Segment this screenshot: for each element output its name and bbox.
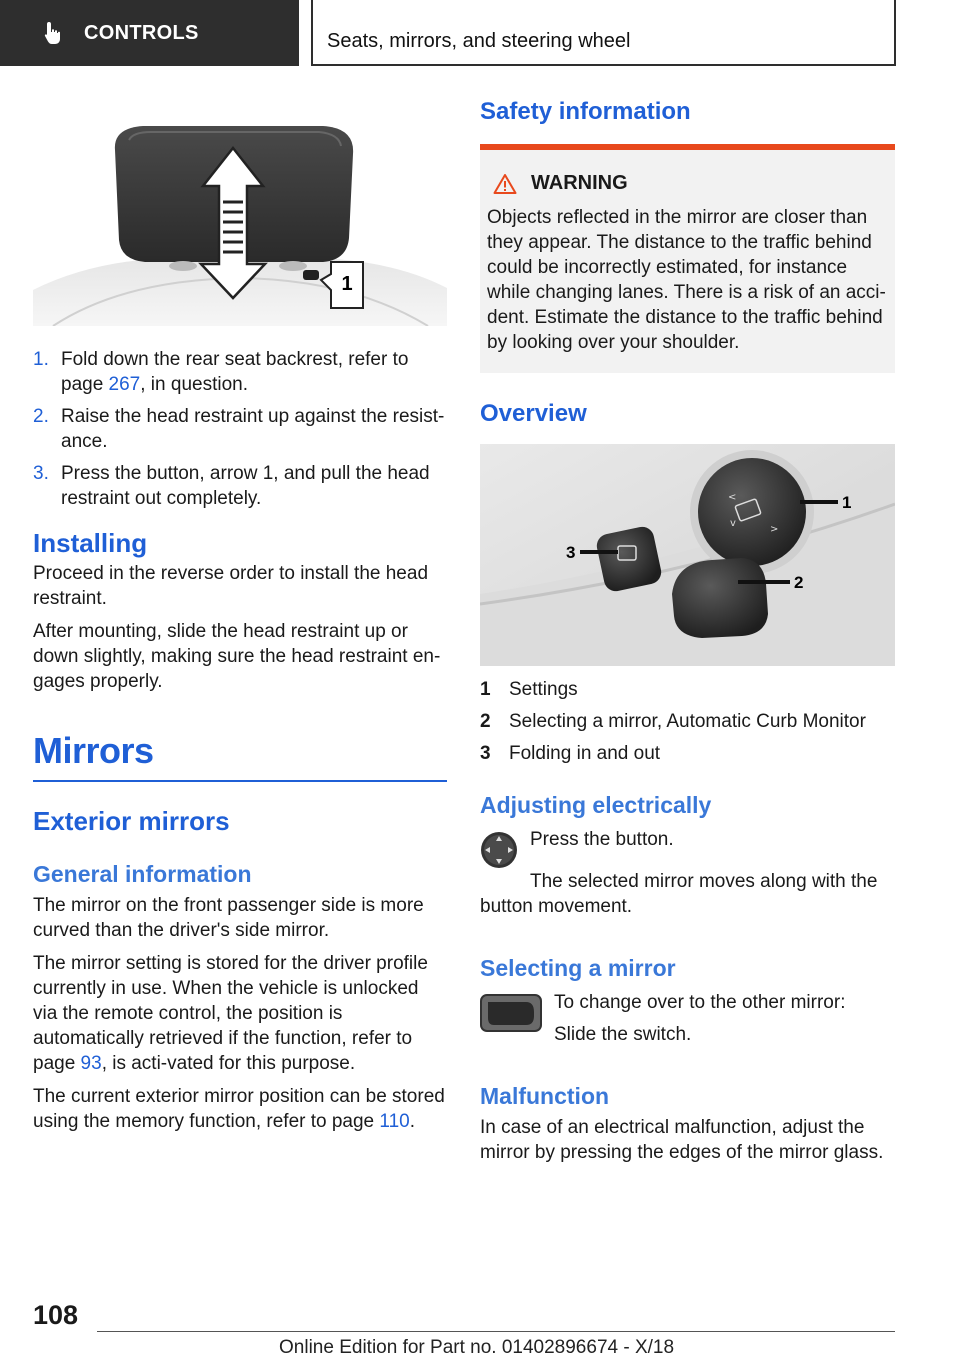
legend-text: Settings [509,679,578,700]
mirrors-heading: Mirrors [33,730,154,771]
svg-text:v: v [730,518,736,529]
legend-item [480,677,895,702]
edition-text: Online Edition for Part no. 01402896674 - X/18 [279,1337,675,1358]
warning-header [487,172,887,195]
step-text: Raise the head restraint up against the resist-ance. [61,406,445,452]
legend-text: Folding in and out [509,743,661,764]
page-link[interactable]: 267 [108,374,141,395]
installing-paragraph: Proceed in the reverse order to install the head restraint. [33,563,429,609]
adjusting-electrically-heading: Adjusting electrically [480,792,712,818]
selecting-paragraph: Slide the switch. [554,1024,692,1045]
selecting-block [480,990,895,1047]
legend-number: 1 [480,679,491,700]
adjusting-paragraph: Press the button. [530,829,674,850]
malfunction-paragraph: In case of an electrical malfunction, adjust the mirror by pressing the edges of the mirror glass. [480,1117,884,1163]
svg-text:>: > [770,524,779,535]
overview-heading: Overview [480,400,587,427]
step-text: Fold down the rear seat backrest, refer to page 267, in question. [61,349,409,395]
page-link[interactable]: 110 [379,1111,410,1132]
svg-text:<: < [728,492,737,503]
safety-information-heading: Safety information [480,98,691,125]
mirror-controls-illustration [480,444,895,666]
footer-rule [97,1331,895,1332]
warning-box [480,144,895,373]
legend-item [480,709,895,734]
general-paragraph: The mirror on the front passenger side is more curved than the driver's side mirror. [33,895,424,941]
general-paragraph: The current exterior mirror position can be stored using the memory function, refer to page 110. [33,1086,445,1132]
section-title: Seats, mirrors, and steering wheel [327,30,631,52]
step-number: 2. [33,406,49,427]
warning-text: Objects reflected in the mirror are closer than they appear. The distance to the traffic behind could be incorrectly estimated, for instance while changing lanes. There is a risk of an acci-dent. Estimate the distance to the traffic behind by looking over your shoulder. [487,207,886,353]
step-text: Press the button, arrow 1, and pull the head restraint out completely. [61,463,430,509]
overview-callout-2: 2 [794,573,804,592]
overview-callout-1: 1 [842,493,852,512]
step-item [33,461,447,511]
legend-number: 2 [480,711,491,732]
overview-callout-3: 3 [566,543,576,562]
installing-heading: Installing [33,528,148,558]
page-link[interactable]: 93 [80,1053,102,1074]
step-item [33,347,447,397]
right-column [480,98,895,1165]
exterior-mirrors-heading: Exterior mirrors [33,806,230,836]
section-header [311,0,896,66]
warning-triangle-icon [493,173,517,195]
legend-item [480,741,895,766]
chapter-tab-label: CONTROLS [84,21,199,44]
restraint-callout-1: 1 [341,273,353,295]
warning-label: WARNING [531,172,628,194]
general-paragraph: The mirror setting is stored for the driver profile currently in use. When the vehicle is unlocked via the remote control, the position is automatically retrieved if the function, refer to page 93, is acti-vated for this purpose. [33,953,428,1074]
adjusting-block [480,827,895,919]
selecting-mirror-heading: Selecting a mirror [480,955,676,981]
adjusting-paragraph: The selected mirror moves along with the button movement. [480,871,878,917]
legend-text: Selecting a mirror, Automatic Curb Monitor [509,711,866,732]
general-information-heading: General information [33,861,252,887]
installing-paragraph: After mounting, slide the head restraint up or down slightly, making sure the head restraint en-gages properly. [33,621,441,692]
left-column [33,110,447,1134]
step-number: 1. [33,349,49,370]
mirror-adjust-button-icon [480,831,518,869]
chapter-tab[interactable] [0,0,299,66]
heading-rule [33,780,447,782]
head-restraint-illustration [33,110,447,326]
selecting-paragraph: To change over to the other mirror: [554,992,846,1013]
page-number: 108 [33,1300,79,1330]
step-item [33,404,447,454]
pointing-hand-icon [40,20,66,46]
legend-number: 3 [480,743,491,764]
overview-legend [480,677,895,766]
removal-steps [33,347,447,511]
mirror-select-switch-icon [480,994,542,1032]
malfunction-heading: Malfunction [480,1083,610,1109]
step-number: 3. [33,463,49,484]
